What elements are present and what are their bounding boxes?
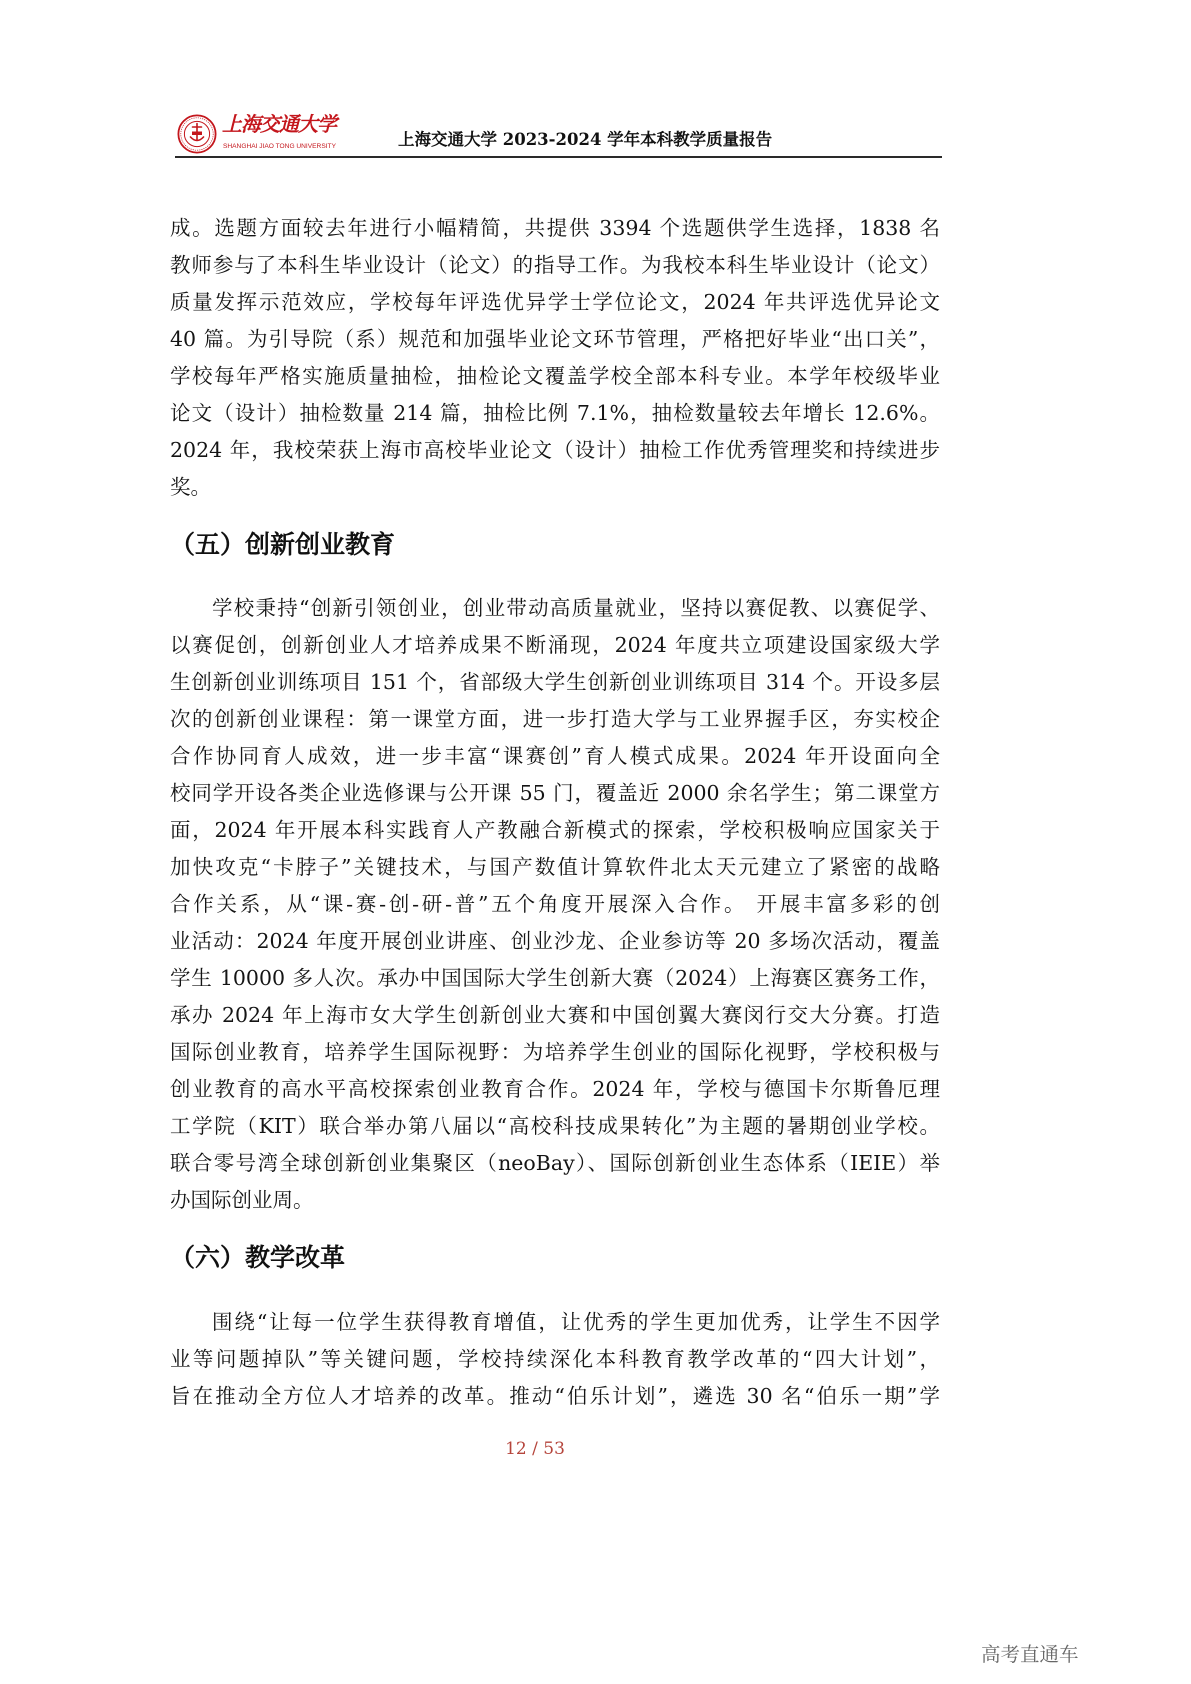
- text-line: 学校秉持“创新引领创业，创业带动高质量就业，坚持以赛促教、以赛促学、: [212, 596, 940, 620]
- text-line: 旨在推动全方位人才培养的改革。推动“伯乐计划”，遴选 30 名“伯乐一期”学: [170, 1384, 940, 1408]
- text-line: 校同学开设各类企业选修课与公开课 55 门，覆盖近 2000 余名学生；第二课堂方: [170, 781, 940, 805]
- text-line: 工学院（KIT）联合举办第八届以“高校科技成果转化”为主题的暑期创业学校。: [170, 1114, 940, 1138]
- text-line: 国际创业教育，培养学生国际视野：为培养学生创业的国际化视野，学校积极与: [170, 1040, 940, 1064]
- text-line: 联合零号湾全球创新创业集聚区（neoBay）、国际创新创业生态体系（IEIE）举: [170, 1151, 940, 1175]
- text-line: 合作协同育人成效，进一步丰富“课赛创”育人模式成果。2024 年开设面向全: [170, 744, 940, 768]
- seal-graphic: [177, 114, 217, 154]
- text-line: 承办 2024 年上海市女大学生创新创业大赛和中国创翼大赛闵行交大分赛。打造: [170, 1003, 940, 1027]
- paragraph-thesis-quality: [170, 210, 940, 506]
- page-header: [0, 0, 1191, 170]
- text-line: 质量发挥示范效应，学校每年评选优异学士学位论文，2024 年共评选优异论文: [170, 290, 940, 314]
- text-line: 2024 年，我校荣获上海市高校毕业论文（设计）抽检工作优秀管理奖和持续进步: [170, 438, 940, 462]
- text-line: 学生 10000 多人次。承办中国国际大学生创新大赛（2024）上海赛区赛务工作，: [170, 966, 940, 990]
- paragraph-teaching-reform: [170, 1304, 940, 1415]
- watermark-text: 高考直通车: [981, 1643, 1079, 1666]
- page-number: 12 / 53: [505, 1439, 565, 1459]
- header-rule: [175, 156, 942, 158]
- text-line: 教师参与了本科生毕业设计（论文）的指导工作。为我校本科生毕业设计（论文）: [170, 253, 940, 277]
- section-heading-innovation: （五）创新创业教育: [170, 530, 396, 559]
- text-line: 面，2024 年开展本科实践育人产教融合新模式的探索，学校积极响应国家关于: [170, 818, 940, 842]
- paragraph-innovation-entrepreneurship: [170, 590, 940, 1219]
- text-line: 奖。: [170, 475, 211, 499]
- sjtu-seal-icon: [177, 114, 217, 154]
- text-line: 创业教育的高水平高校探索创业教育合作。2024 年，学校与德国卡尔斯鲁厄理: [170, 1077, 940, 1101]
- text-line: 学校每年严格实施质量抽检，抽检论文覆盖学校全部本科专业。本学年校级毕业: [170, 364, 940, 388]
- text-line: 40 篇。为引导院（系）规范和加强毕业论文环节管理，严格把好毕业“出口关”，: [170, 327, 940, 351]
- text-line: 成。选题方面较去年进行小幅精简，共提供 3394 个选题供学生选择，1838 名: [170, 216, 940, 240]
- section-heading-teaching-reform: （六）教学改革: [170, 1243, 346, 1272]
- text-line: 次的创新创业课程：第一课堂方面，进一步打造大学与工业界握手区，夯实校企: [170, 707, 940, 731]
- text-line: 以赛促创，创新创业人才培养成果不断涌现，2024 年度共立项建设国家级大学: [170, 633, 940, 657]
- text-line: 办国际创业周。: [170, 1188, 314, 1212]
- text-line: 业等问题掉队”等关键问题，学校持续深化本科教育教学改革的“四大计划”，: [170, 1347, 940, 1371]
- text-line: 论文（设计）抽检数量 214 篇，抽检比例 7.1%，抽检数量较去年增长 12.6%。: [170, 401, 940, 425]
- text-line: 业活动：2024 年度开展创业讲座、创业沙龙、企业参访等 20 多场次活动，覆盖: [170, 929, 940, 953]
- text-line: 加快攻克“卡脖子”关键技术，与国产数值计算软件北太天元建立了紧密的战略: [170, 855, 940, 879]
- logo-wordmark-cn: 上海交通大学: [222, 112, 336, 136]
- report-title: 上海交通大学 2023-2024 学年本科教学质量报告: [398, 130, 773, 149]
- text-line: 生创新创业训练项目 151 个，省部级大学生创新创业训练项目 314 个。开设多层: [170, 670, 940, 694]
- text-line: 围绕“让每一位学生获得教育增值，让优秀的学生更加优秀，让学生不因学: [212, 1310, 940, 1334]
- logo-wordmark-en: SHANGHAI JIAO TONG UNIVERSITY: [223, 143, 336, 150]
- text-line: 合作关系，从“课-赛-创-研-普”五个角度开展深入合作。 开展丰富多彩的创: [170, 892, 940, 916]
